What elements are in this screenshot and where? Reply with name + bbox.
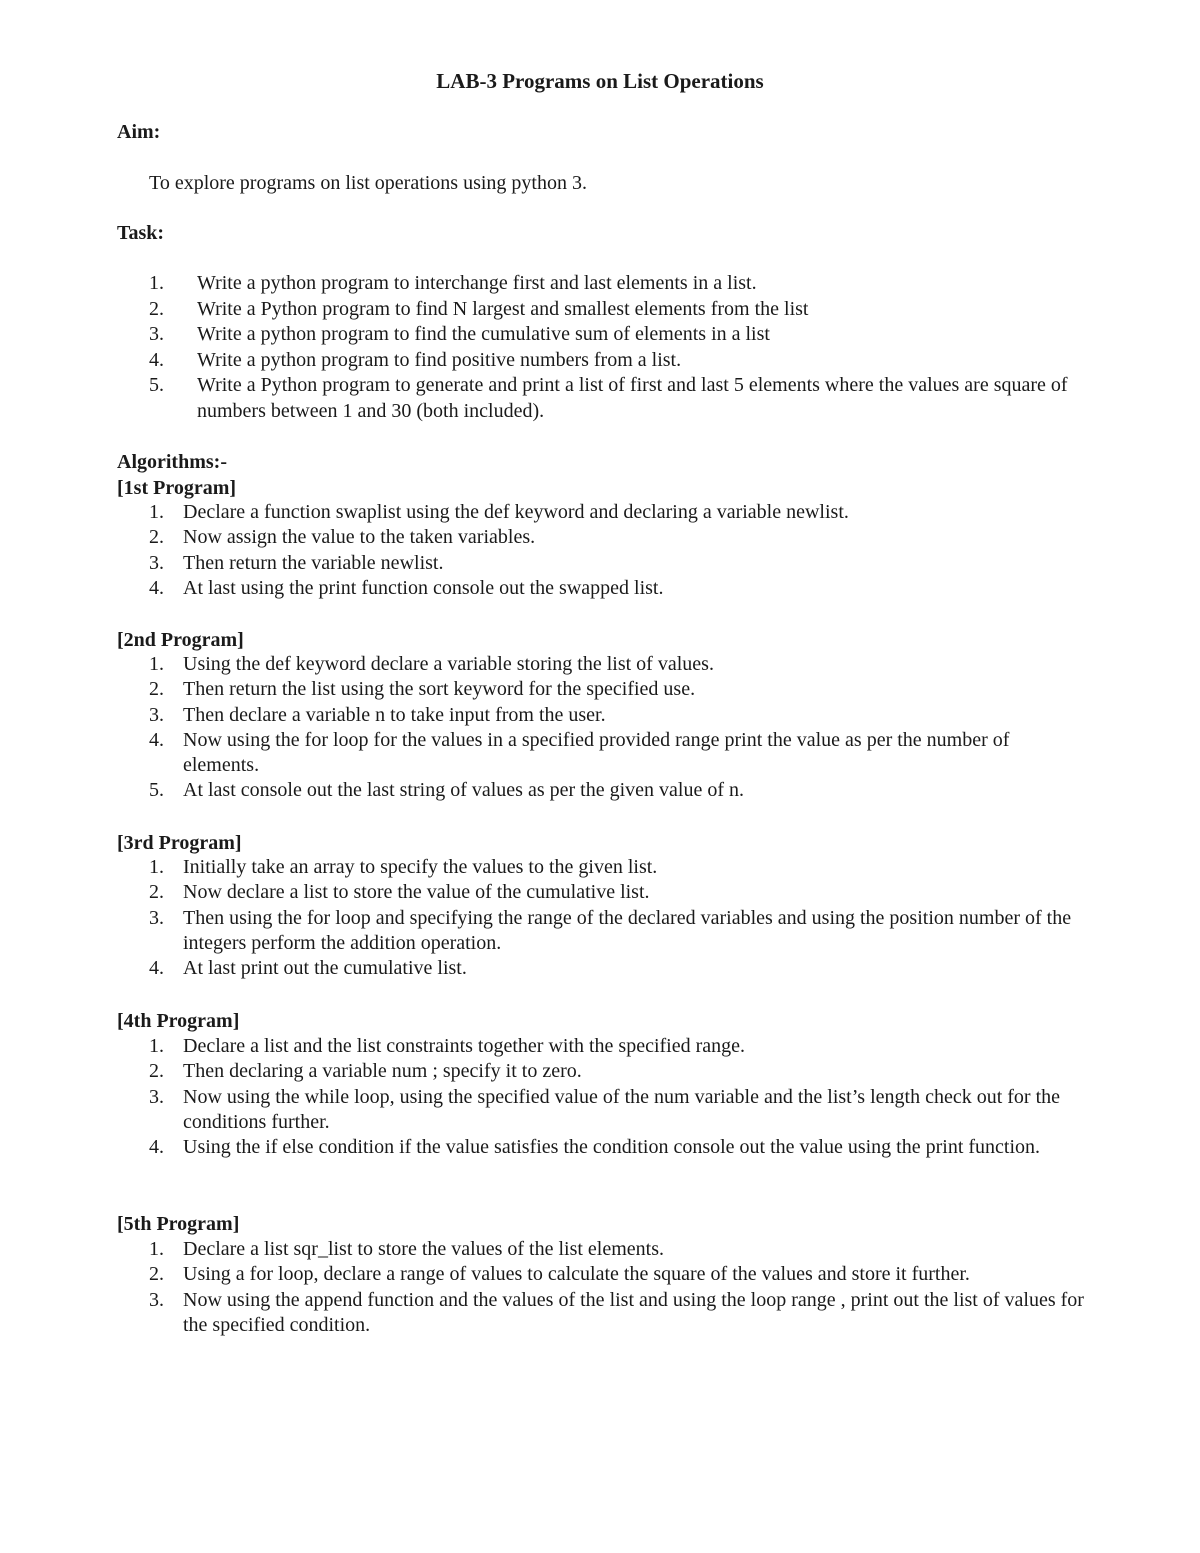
step-number: 5.: [149, 779, 164, 802]
document-title: LAB-3 Programs on List Operations: [436, 69, 764, 93]
step-number: 2.: [149, 1263, 164, 1286]
step-item: [149, 1085, 1089, 1136]
step-number: 2.: [149, 526, 164, 549]
step-number: 1.: [149, 1035, 164, 1057]
step-item: [149, 703, 1089, 728]
program-2-heading: [2nd Program]: [117, 629, 244, 651]
step-item: [149, 1262, 1089, 1287]
step-number: 4.: [149, 728, 164, 751]
aim-heading: Aim:: [117, 121, 161, 143]
task-heading: Task:: [117, 222, 165, 244]
task-item: [149, 373, 1089, 424]
task-item-text: Write a Python program to find N largest and smallest elements from the list: [197, 297, 809, 320]
step-text: Now using the while loop, using the specified value of the num variable and the list’s length check out for the conditions further.: [183, 1085, 1061, 1133]
step-number: 1.: [149, 501, 164, 523]
step-item: [149, 525, 1089, 550]
step-number: 1.: [149, 1238, 164, 1260]
step-item: [149, 500, 1089, 525]
step-text: Declare a list and the list constraints together with the specified range.: [183, 1035, 746, 1057]
step-item: [149, 1034, 1089, 1059]
step-text: Using a for loop, declare a range of values to calculate the square of the values and store it further.: [183, 1263, 970, 1286]
task-item-number: 1.: [149, 272, 164, 294]
step-text: Then using the for loop and specifying the range of the declared variables and using the position number of the integers perform the addition operation.: [183, 906, 1072, 954]
task-item: [149, 322, 1089, 348]
program-3-steps: [149, 855, 1089, 981]
program-1-heading: [1st Program]: [117, 477, 237, 499]
step-item: [149, 880, 1089, 905]
step-item: [149, 652, 1089, 677]
step-text: Then declaring a variable num ; specify it to zero.: [183, 1060, 582, 1083]
step-text: At last print out the cumulative list.: [183, 957, 467, 980]
step-text: Then declare a variable n to take input from the user.: [183, 703, 606, 726]
step-text: Then return the variable newlist.: [183, 551, 444, 574]
step-number: 3.: [149, 703, 164, 726]
task-item-number: 4.: [149, 348, 164, 371]
task-item: [149, 271, 1089, 297]
task-list: [149, 271, 1089, 424]
step-item: [149, 1288, 1089, 1339]
step-text: Then return the list using the sort keyword for the specified use.: [183, 678, 696, 701]
algorithms-heading: Algorithms:-: [117, 451, 227, 473]
program-4-steps: [149, 1034, 1089, 1160]
task-item-text: Write a python program to interchange first and last elements in a list.: [197, 272, 757, 294]
step-number: 4.: [149, 1136, 164, 1159]
step-item: [149, 551, 1089, 576]
program-4-heading: [4th Program]: [117, 1010, 240, 1032]
task-item: [149, 297, 1089, 323]
task-item-text: Write a python program to find positive numbers from a list.: [197, 348, 682, 371]
step-item: [149, 1059, 1089, 1084]
step-item: [149, 956, 1089, 981]
program-5-heading: [5th Program]: [117, 1213, 240, 1235]
step-item: [149, 1135, 1089, 1160]
step-number: 1.: [149, 856, 164, 878]
step-number: 3.: [149, 906, 164, 929]
step-text: At last using the print function console out the swapped list.: [183, 576, 664, 599]
step-number: 4.: [149, 576, 164, 599]
step-number: 3.: [149, 551, 164, 574]
step-text: Initially take an array to specify the values to the given list.: [183, 856, 658, 878]
task-item: [149, 348, 1089, 374]
step-text: Declare a list sqr_list to store the values of the list elements.: [183, 1238, 664, 1260]
task-item-number: 2.: [149, 297, 164, 320]
step-text: Declare a function swaplist using the def keyword and declaring a variable newlist.: [183, 501, 849, 523]
program-2-steps: [149, 652, 1089, 804]
step-number: 1.: [149, 653, 164, 675]
task-item-text: Write a python program to find the cumulative sum of elements in a list: [197, 323, 770, 345]
step-number: 2.: [149, 1060, 164, 1083]
step-text: Now using the for loop for the values in a specified provided range print the value as per the number of elements.: [183, 728, 1010, 777]
step-number: 2.: [149, 881, 164, 904]
step-item: [149, 728, 1089, 779]
step-item: [149, 576, 1089, 601]
step-text: Using the if else condition if the value satisfies the condition console out the value using the print function.: [183, 1136, 1041, 1159]
step-text: Now assign the value to the taken variables.: [183, 526, 536, 549]
step-item: [149, 778, 1089, 803]
step-item: [149, 677, 1089, 702]
program-3-heading: [3rd Program]: [117, 832, 242, 854]
task-item-number: 5.: [149, 374, 164, 396]
step-number: 3.: [149, 1085, 164, 1108]
step-text: Now declare a list to store the value of the cumulative list.: [183, 881, 650, 904]
task-item-text: Write a Python program to generate and print a list of first and last 5 elements where the values are square of numbers between 1 and 30 (both included).: [197, 374, 1068, 422]
step-text: Now using the append function and the values of the list and using the loop range , print out the list of values for the specified condition.: [183, 1288, 1084, 1336]
program-5-steps: [149, 1237, 1089, 1338]
step-item: [149, 1237, 1089, 1262]
step-item: [149, 855, 1089, 880]
step-number: 4.: [149, 957, 164, 980]
task-item-number: 3.: [149, 323, 164, 345]
aim-text: To explore programs on list operations using python 3.: [149, 172, 587, 194]
step-number: 2.: [149, 678, 164, 701]
step-item: [149, 906, 1089, 957]
step-number: 3.: [149, 1288, 164, 1311]
step-text: At last console out the last string of values as per the given value of n.: [183, 779, 744, 802]
step-text: Using the def keyword declare a variable storing the list of values.: [183, 653, 714, 675]
program-1-steps: [149, 500, 1089, 601]
